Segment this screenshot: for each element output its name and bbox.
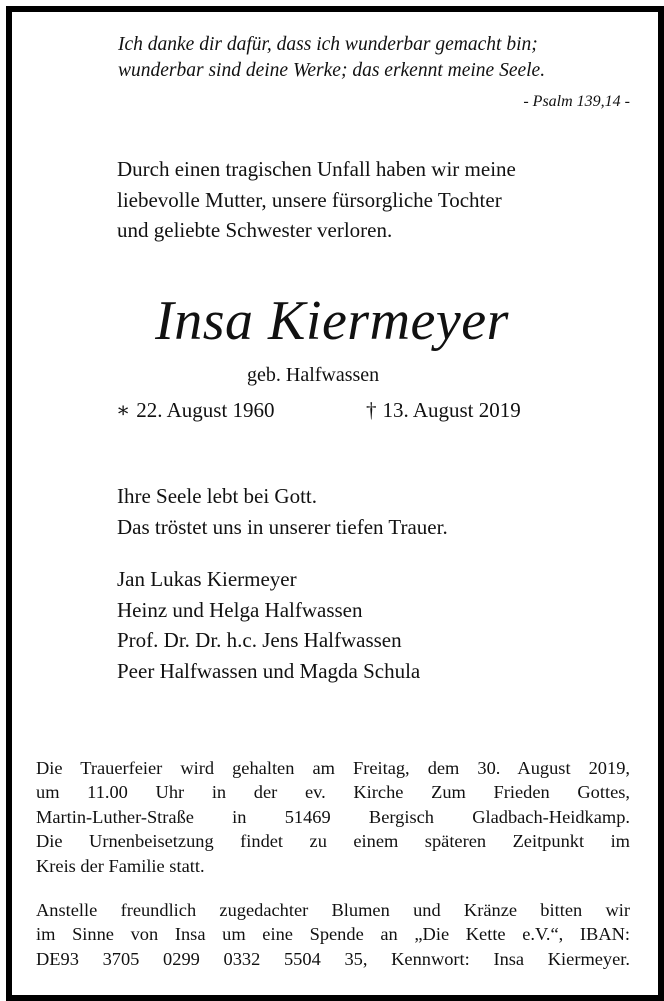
dagger-icon: † xyxy=(366,398,377,422)
mourner-name: Jan Lukas Kiermeyer xyxy=(117,567,297,591)
funeral-line: Kreis der Familie statt. xyxy=(36,855,205,876)
comfort-line: Ihre Seele lebt bei Gott. xyxy=(117,484,318,508)
funeral-line: um 11.00 Uhr in der ev. Kirche Zum Frieden Gottes, xyxy=(36,782,630,803)
birth-name: geb. Halfwassen xyxy=(247,364,380,386)
psalm-quote xyxy=(118,32,545,84)
donation-line: Anstelle freundlich zugedachter Blumen und Kränze bitten wir xyxy=(36,900,630,920)
funeral-line: Die Trauerfeier wird gehalten am Freitag, dem 30. August 2019, xyxy=(36,758,630,778)
birth-star-icon: ∗ xyxy=(116,398,131,422)
intro-line: und geliebte Schwester verloren. xyxy=(117,218,393,242)
mourner-name: Prof. Dr. Dr. h.c. Jens Halfwassen xyxy=(117,628,402,652)
funeral-line: Die Urnenbeisetzung findet zu einem späteren Zeitpunkt im xyxy=(36,831,630,852)
birth-date-text: 22. August 1960 xyxy=(136,398,275,422)
mourner-name: Peer Halfwassen und Magda Schula xyxy=(117,658,421,683)
psalm-reference: - Psalm 139,14 - xyxy=(523,93,630,110)
death-date-text: 13. August 2019 xyxy=(382,398,521,422)
birth-date xyxy=(116,398,275,423)
deceased-name: Insa Kiermeyer xyxy=(155,290,509,352)
funeral-info xyxy=(36,756,630,878)
psalm-line: Ich danke dir dafür, dass ich wunderbar gemacht bin; xyxy=(118,34,538,55)
mourner-name: Heinz und Helga Halfwassen xyxy=(117,597,363,622)
intro-line: Durch einen tragischen Unfall haben wir meine xyxy=(117,157,516,181)
donation-line: DE93 3705 0299 0332 5504 35, Kennwort: Insa Kiermeyer. xyxy=(36,948,630,969)
comfort-line: Das tröstet uns in unserer tiefen Trauer. xyxy=(117,514,448,539)
donation-info xyxy=(36,898,630,971)
donation-line: im Sinne von Insa um eine Spende an „Die Kette e.V.“, IBAN: xyxy=(36,924,630,945)
death-date xyxy=(366,398,521,423)
funeral-line: Martin-Luther-Straße in 51469 Bergisch Gladbach-Heidkamp. xyxy=(36,806,630,827)
intro-text xyxy=(117,154,516,246)
intro-line: liebevolle Mutter, unsere fürsorgliche Tochter xyxy=(117,187,502,212)
psalm-line: wunderbar sind deine Werke; das erkennt meine Seele. xyxy=(118,60,546,81)
mourners-list xyxy=(117,564,420,686)
comfort-text xyxy=(117,481,448,542)
